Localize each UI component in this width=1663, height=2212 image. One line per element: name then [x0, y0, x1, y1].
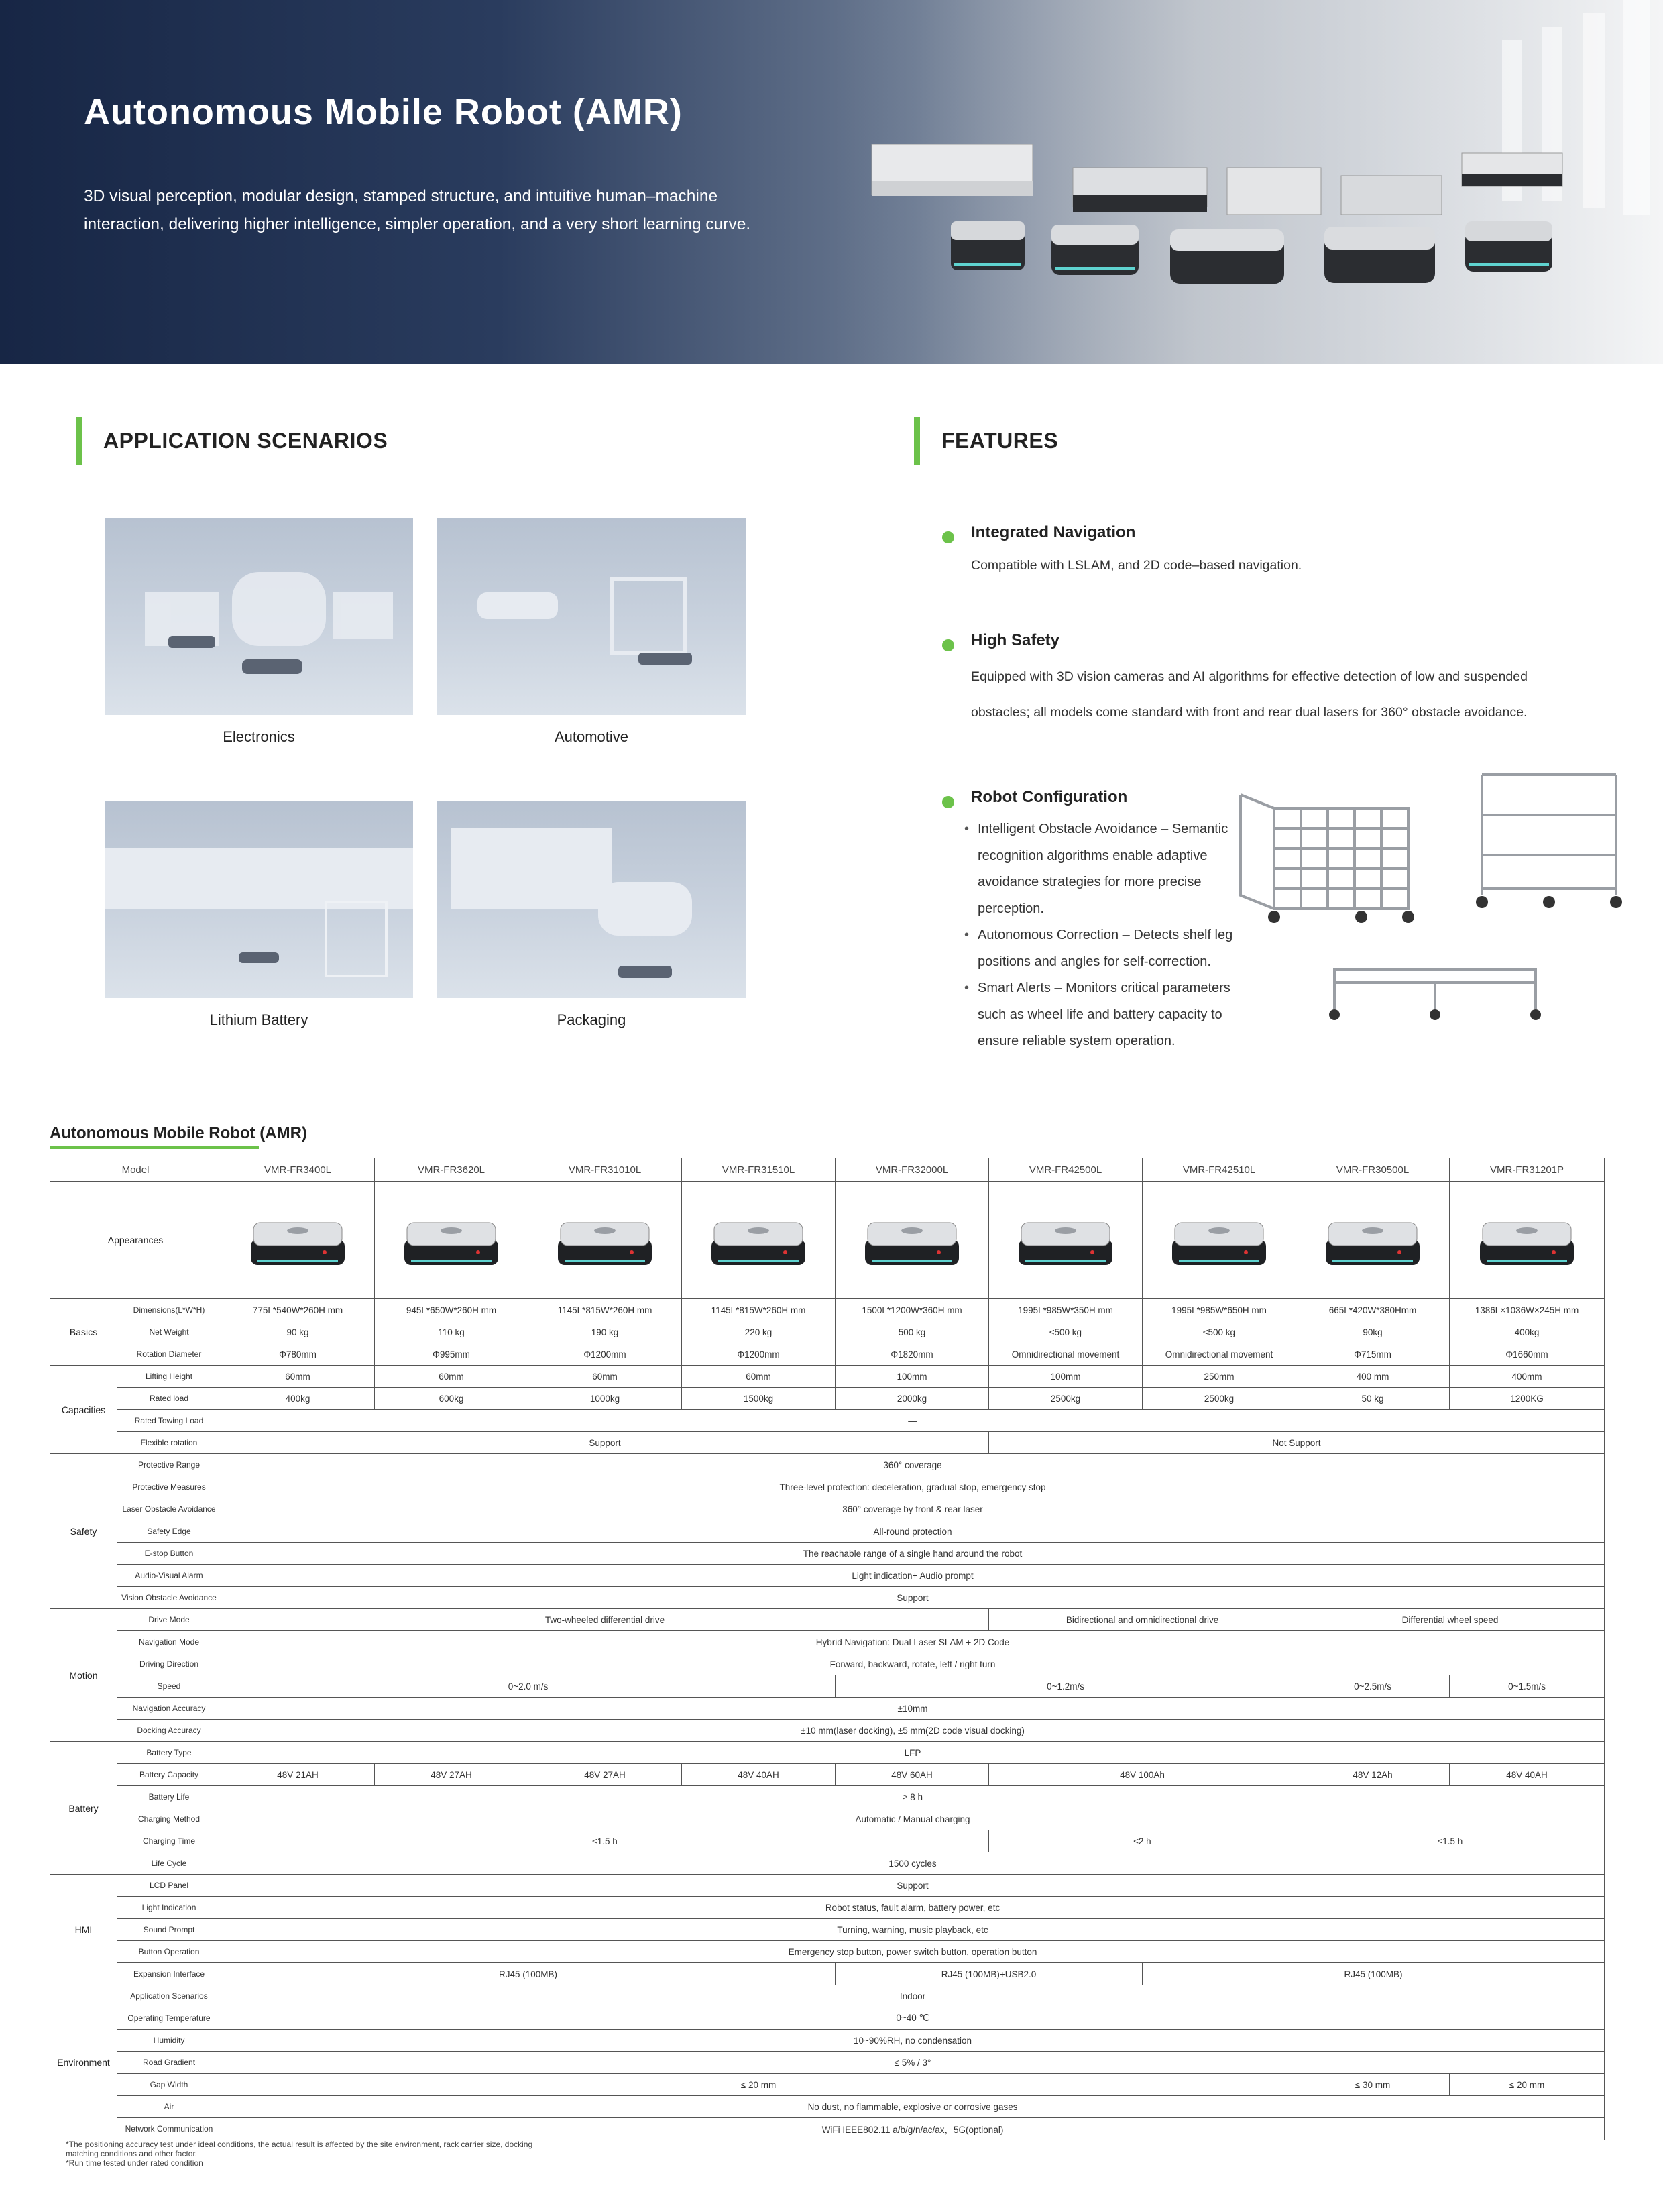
spec-label: Road Gradient — [117, 2052, 221, 2074]
spec-label: Life Cycle — [117, 1852, 221, 1875]
spec-value: The reachable range of a single hand around the robot — [221, 1543, 1605, 1565]
spec-value: 1995L*985W*650H mm — [1143, 1299, 1296, 1321]
spec-value: — — [221, 1410, 1605, 1432]
spec-row — [50, 1720, 1605, 1742]
bullet-dot — [942, 796, 954, 808]
spec-value: 60mm — [221, 1366, 375, 1388]
spec-value: Bidirectional and omnidirectional drive — [989, 1609, 1296, 1631]
spec-value: ≤1.5 h — [221, 1830, 989, 1852]
spec-row — [50, 1764, 1605, 1786]
feature-text-line1: Equipped with 3D vision cameras and AI algorithms for effective detection of low and suspended — [971, 669, 1528, 684]
spec-label: Expansion Interface — [117, 1963, 221, 1985]
robot-lineup-image — [832, 0, 1663, 364]
spec-value: ≤500 kg — [989, 1321, 1143, 1343]
spec-value: 250mm — [1143, 1366, 1296, 1388]
spec-row — [50, 1963, 1605, 1985]
model-name: VMR-FR42510L — [1143, 1158, 1296, 1182]
page-title: Autonomous Mobile Robot (AMR) — [84, 92, 683, 132]
spec-value: 1500L*1200W*360H mm — [836, 1299, 989, 1321]
spec-label: Operating Temperature — [117, 2007, 221, 2030]
spec-row — [50, 1808, 1605, 1830]
spec-value: 48V 27AH — [375, 1764, 528, 1786]
spec-value: 945L*650W*260H mm — [375, 1299, 528, 1321]
spec-value: 110 kg — [375, 1321, 528, 1343]
hero-banner — [0, 0, 1663, 364]
spec-category: Battery — [50, 1742, 117, 1875]
spec-label: Air — [117, 2096, 221, 2118]
scenario-card-electronics — [105, 518, 413, 746]
spec-value: 48V 21AH — [221, 1764, 375, 1786]
scenario-card-automotive — [437, 518, 746, 746]
spec-value: Support — [221, 1432, 989, 1454]
scenario-label: Electronics — [223, 728, 295, 745]
robot-image — [1450, 1182, 1605, 1299]
model-row — [50, 1158, 1605, 1182]
spec-label: Application Scenarios — [117, 1985, 221, 2007]
scenario-image — [437, 801, 746, 998]
spec-value: 100mm — [989, 1366, 1143, 1388]
robot-image — [375, 1182, 528, 1299]
spec-label: Network Communication — [117, 2118, 221, 2140]
robot-image — [682, 1182, 836, 1299]
spec-label: Charging Method — [117, 1808, 221, 1830]
spec-value: 400 mm — [1296, 1366, 1450, 1388]
spec-value: 48V 12Ah — [1296, 1764, 1450, 1786]
spec-value: Light indication+ Audio prompt — [221, 1565, 1605, 1587]
spec-value: 0~40 ℃ — [221, 2007, 1605, 2030]
bullet-dot — [942, 639, 954, 651]
spec-label: Humidity — [117, 2030, 221, 2052]
spec-row — [50, 1432, 1605, 1454]
features-title: FEATURES — [941, 428, 1059, 453]
spec-row — [50, 1388, 1605, 1410]
spec-row — [50, 1366, 1605, 1388]
accent-bar — [914, 417, 920, 465]
spec-label: Rated Towing Load — [117, 1410, 221, 1432]
spec-value: 48V 27AH — [528, 1764, 682, 1786]
spec-value: 60mm — [528, 1366, 682, 1388]
bullet-dot — [942, 531, 954, 543]
spec-value: All-round protection — [221, 1520, 1605, 1543]
spec-value: Support — [221, 1587, 1605, 1609]
spec-row — [50, 1631, 1605, 1653]
model-name: VMR-FR31510L — [682, 1158, 836, 1182]
footnote: *Run time tested under rated condition — [66, 2158, 203, 2168]
spec-value: 60mm — [375, 1366, 528, 1388]
spec-table — [50, 1158, 1605, 2140]
spec-label: Charging Time — [117, 1830, 221, 1852]
spec-value: ≤1.5 h — [1296, 1830, 1605, 1852]
spec-value: WiFi IEEE802.11 a/b/g/n/ac/ax，5G(optional) — [221, 2118, 1605, 2140]
spec-value: Φ715mm — [1296, 1343, 1450, 1366]
scenario-card-lithium-battery — [105, 801, 413, 1029]
spec-row — [50, 1587, 1605, 1609]
spec-value: 400mm — [1450, 1366, 1605, 1388]
spec-value: Turning, warning, music playback, etc — [221, 1919, 1605, 1941]
spec-row — [50, 1454, 1605, 1476]
spec-value: 48V 100Ah — [989, 1764, 1296, 1786]
spec-row — [50, 1919, 1605, 1941]
spec-value: LFP — [221, 1742, 1605, 1764]
shelf-carts-image — [1234, 768, 1629, 1050]
scenario-label: Automotive — [554, 728, 629, 745]
spec-row — [50, 2030, 1605, 2052]
spec-value: 1200KG — [1450, 1388, 1605, 1410]
spec-row — [50, 1543, 1605, 1565]
spec-category: Safety — [50, 1454, 117, 1609]
spec-row — [50, 1830, 1605, 1852]
model-name: VMR-FR3620L — [375, 1158, 528, 1182]
spec-value: 60mm — [682, 1366, 836, 1388]
spec-value: Φ1200mm — [528, 1343, 682, 1366]
spec-row — [50, 1498, 1605, 1520]
spec-label: Net Weight — [117, 1321, 221, 1343]
spec-value: 775L*540W*260H mm — [221, 1299, 375, 1321]
spec-value: Omnidirectional movement — [989, 1343, 1143, 1366]
spec-value: 665L*420W*380Hmm — [1296, 1299, 1450, 1321]
scenario-card-packaging — [437, 801, 746, 1029]
spec-row — [50, 1698, 1605, 1720]
spec-label: Navigation Mode — [117, 1631, 221, 1653]
spec-value: 2500kg — [989, 1388, 1143, 1410]
model-name: VMR-FR32000L — [836, 1158, 989, 1182]
spec-value: 400kg — [1450, 1321, 1605, 1343]
robot-image — [528, 1182, 682, 1299]
spec-value: ≤ 30 mm — [1296, 2074, 1450, 2096]
spec-label: Driving Direction — [117, 1653, 221, 1675]
robot-image — [1143, 1182, 1296, 1299]
model-name: VMR-FR31010L — [528, 1158, 682, 1182]
accent-bar — [76, 417, 82, 465]
spec-value: Emergency stop button, power switch button, operation button — [221, 1941, 1605, 1963]
scenario-image — [105, 801, 413, 998]
spec-value: Φ1200mm — [682, 1343, 836, 1366]
spec-label: Battery Type — [117, 1742, 221, 1764]
appearances-label: Appearances — [50, 1182, 221, 1299]
spec-value: Support — [221, 1875, 1605, 1897]
spec-label: Battery Capacity — [117, 1764, 221, 1786]
spec-value: Robot status, fault alarm, battery power, etc — [221, 1897, 1605, 1919]
spec-row — [50, 1321, 1605, 1343]
spec-row — [50, 1609, 1605, 1631]
spec-value: 50 kg — [1296, 1388, 1450, 1410]
feature-title: High Safety — [971, 631, 1060, 649]
spec-value: 400kg — [221, 1388, 375, 1410]
spec-value: Φ1820mm — [836, 1343, 989, 1366]
spec-label: Rated load — [117, 1388, 221, 1410]
spec-value: 1500 cycles — [221, 1852, 1605, 1875]
robot-image — [989, 1182, 1143, 1299]
spec-row — [50, 1852, 1605, 1875]
footnotes — [66, 2140, 532, 2168]
spec-label: Gap Width — [117, 2074, 221, 2096]
feature-title: Integrated Navigation — [971, 523, 1136, 541]
spec-value: 0~1.2m/s — [836, 1675, 1296, 1698]
spec-value: Indoor — [221, 1985, 1605, 2007]
spec-value: 1000kg — [528, 1388, 682, 1410]
robot-image — [221, 1182, 375, 1299]
spec-value: Φ780mm — [221, 1343, 375, 1366]
spec-row — [50, 1875, 1605, 1897]
spec-row — [50, 1675, 1605, 1698]
spec-row — [50, 1985, 1605, 2007]
spec-value: Two-wheeled differential drive — [221, 1609, 989, 1631]
spec-row — [50, 1520, 1605, 1543]
spec-value: 500 kg — [836, 1321, 989, 1343]
spec-value: ±10 mm(laser docking), ±5 mm(2D code visual docking) — [221, 1720, 1605, 1742]
spec-value: 1995L*985W*350H mm — [989, 1299, 1143, 1321]
spec-row — [50, 1299, 1605, 1321]
spec-label: E-stop Button — [117, 1543, 221, 1565]
page-subtitle: 3D visual perception, modular design, stamped structure, and intuitive human–machine interaction, delivering higher intelligence, simpler operation, and a very short learning curve. — [84, 187, 751, 233]
spec-value: 2500kg — [1143, 1388, 1296, 1410]
spec-row — [50, 1410, 1605, 1432]
spec-value: 190 kg — [528, 1321, 682, 1343]
spec-title-underline — [50, 1146, 259, 1149]
spec-row — [50, 1565, 1605, 1587]
spec-label: Protective Range — [117, 1454, 221, 1476]
spec-category: Motion — [50, 1609, 117, 1742]
spec-value: 0~1.5m/s — [1450, 1675, 1605, 1698]
spec-label: Drive Mode — [117, 1609, 221, 1631]
spec-row — [50, 2052, 1605, 2074]
spec-row — [50, 1653, 1605, 1675]
spec-value: 0~2.5m/s — [1296, 1675, 1450, 1698]
feature-text-line2: obstacles; all models come standard with front and rear dual lasers for 360° obstacle avoidance. — [971, 705, 1528, 720]
spec-row — [50, 1941, 1605, 1963]
spec-label: Light Indication — [117, 1897, 221, 1919]
spec-value: 1500kg — [682, 1388, 836, 1410]
spec-label: Dimensions(L*W*H) — [117, 1299, 221, 1321]
scenario-image — [105, 518, 413, 715]
spec-label: Safety Edge — [117, 1520, 221, 1543]
appearance-row — [50, 1182, 1605, 1299]
spec-value: ≤ 5% / 3° — [221, 2052, 1605, 2074]
spec-row — [50, 2118, 1605, 2140]
scenario-image — [437, 518, 746, 715]
config-bullet: • Intelligent Obstacle Avoidance – Semantic recognition algorithms enable adaptive avoidance strategies for more precise perception. — [964, 816, 1239, 922]
spec-label: Battery Life — [117, 1786, 221, 1808]
features-heading — [914, 417, 1058, 465]
spec-row — [50, 1897, 1605, 1919]
spec-label: Protective Measures — [117, 1476, 221, 1498]
feature-text: Compatible with LSLAM, and 2D code–based navigation. — [971, 558, 1302, 573]
spec-value: Omnidirectional movement — [1143, 1343, 1296, 1366]
spec-label: Vision Obstacle Avoidance — [117, 1587, 221, 1609]
spec-table-title: Autonomous Mobile Robot (AMR) — [50, 1124, 307, 1142]
model-label: Model — [50, 1158, 221, 1182]
spec-value: 48V 40AH — [1450, 1764, 1605, 1786]
spec-value: RJ45 (100MB)+USB2.0 — [836, 1963, 1143, 1985]
spec-value: RJ45 (100MB) — [1143, 1963, 1605, 1985]
spec-value: ≤500 kg — [1143, 1321, 1296, 1343]
spec-value: Hybrid Navigation: Dual Laser SLAM + 2D Code — [221, 1631, 1605, 1653]
spec-label: Docking Accuracy — [117, 1720, 221, 1742]
spec-label: Sound Prompt — [117, 1919, 221, 1941]
scenarios-heading — [76, 417, 388, 465]
spec-value: ≤ 20 mm — [221, 2074, 1296, 2096]
spec-label: Rotation Diameter — [117, 1343, 221, 1366]
spec-value: Automatic / Manual charging — [221, 1808, 1605, 1830]
model-name: VMR-FR30500L — [1296, 1158, 1450, 1182]
spec-category: Basics — [50, 1299, 117, 1366]
spec-value: ±10mm — [221, 1698, 1605, 1720]
spec-value: 10~90%RH, no condensation — [221, 2030, 1605, 2052]
spec-value: 1386L×1036W×245H mm — [1450, 1299, 1605, 1321]
spec-value: No dust, no flammable, explosive or corrosive gases — [221, 2096, 1605, 2118]
config-bullet: • Autonomous Correction – Detects shelf leg positions and angles for self-correction. — [964, 922, 1239, 975]
spec-value: Three-level protection: deceleration, gradual stop, emergency stop — [221, 1476, 1605, 1498]
spec-value: 220 kg — [682, 1321, 836, 1343]
spec-value: Φ995mm — [375, 1343, 528, 1366]
spec-label: LCD Panel — [117, 1875, 221, 1897]
spec-label: Flexible rotation — [117, 1432, 221, 1454]
spec-row — [50, 2096, 1605, 2118]
spec-value: 1145L*815W*260H mm — [528, 1299, 682, 1321]
spec-value: Φ1660mm — [1450, 1343, 1605, 1366]
spec-label: Audio-Visual Alarm — [117, 1565, 221, 1587]
robot-image — [1296, 1182, 1450, 1299]
spec-value: 600kg — [375, 1388, 528, 1410]
spec-value: ≤ 20 mm — [1450, 2074, 1605, 2096]
spec-label: Lifting Height — [117, 1366, 221, 1388]
spec-label: Navigation Accuracy — [117, 1698, 221, 1720]
spec-row — [50, 1786, 1605, 1808]
spec-row — [50, 1742, 1605, 1764]
spec-value: 2000kg — [836, 1388, 989, 1410]
scenarios-title: APPLICATION SCENARIOS — [103, 428, 388, 453]
spec-category: Capacities — [50, 1366, 117, 1454]
spec-value: 360° coverage — [221, 1454, 1605, 1476]
spec-value: RJ45 (100MB) — [221, 1963, 836, 1985]
model-name: VMR-FR42500L — [989, 1158, 1143, 1182]
spec-value: 90 kg — [221, 1321, 375, 1343]
spec-value: 48V 40AH — [682, 1764, 836, 1786]
spec-value: ≥ 8 h — [221, 1786, 1605, 1808]
scenario-label: Lithium Battery — [209, 1011, 308, 1028]
robot-image — [836, 1182, 989, 1299]
model-name: VMR-FR3400L — [221, 1158, 375, 1182]
spec-value: 1145L*815W*260H mm — [682, 1299, 836, 1321]
spec-category: Environment — [50, 1985, 117, 2140]
spec-label: Laser Obstacle Avoidance — [117, 1498, 221, 1520]
feature-title: Robot Configuration — [971, 788, 1128, 806]
spec-category: HMI — [50, 1875, 117, 1985]
spec-value: Differential wheel speed — [1296, 1609, 1605, 1631]
spec-value: ≤2 h — [989, 1830, 1296, 1852]
spec-value: 0~2.0 m/s — [221, 1675, 836, 1698]
spec-row — [50, 2074, 1605, 2096]
spec-label: Button Operation — [117, 1941, 221, 1963]
model-name: VMR-FR31201P — [1450, 1158, 1605, 1182]
config-bullet: • Smart Alerts – Monitors critical parameters such as wheel life and battery capacity to ensure reliable system operation. — [964, 975, 1239, 1055]
scenario-label: Packaging — [557, 1011, 626, 1028]
spec-value: Not Support — [989, 1432, 1605, 1454]
spec-row — [50, 1476, 1605, 1498]
spec-row — [50, 1343, 1605, 1366]
footnote: matching conditions and other factor. — [66, 2149, 198, 2158]
spec-value: 100mm — [836, 1366, 989, 1388]
spec-row — [50, 2007, 1605, 2030]
footnote: *The positioning accuracy test under ideal conditions, the actual result is affected by the site environment, rack carrier size, docking — [66, 2140, 533, 2149]
spec-value: 48V 60AH — [836, 1764, 989, 1786]
spec-label: Speed — [117, 1675, 221, 1698]
spec-value: 90kg — [1296, 1321, 1450, 1343]
spec-value: Forward, backward, rotate, left / right turn — [221, 1653, 1605, 1675]
spec-value: 360° coverage by front & rear laser — [221, 1498, 1605, 1520]
